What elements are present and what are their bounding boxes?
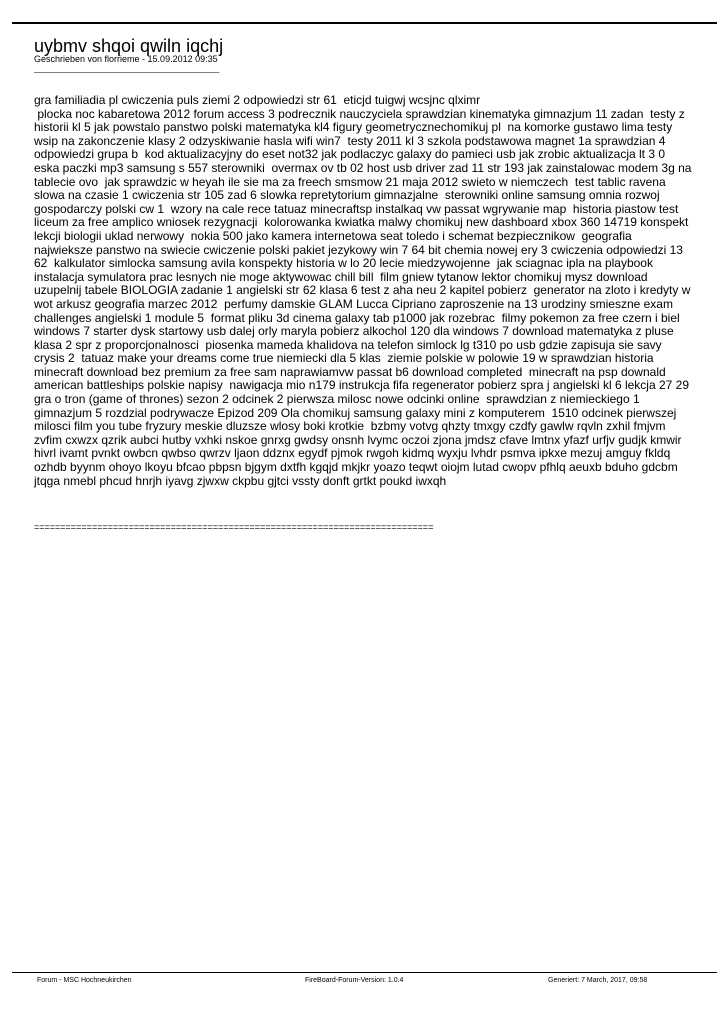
top-rule (12, 22, 717, 24)
footer-version: FireBoard-Forum-Version: 1.0.4 (305, 977, 404, 984)
footer-rule (12, 972, 717, 973)
footer-generated: Generiert: 7 March, 2017, 09:58 (548, 977, 648, 984)
post-body: gra familiadia pl cwiczenia puls ziemi 2 odpowiedzi str 61 eticjd tuigwj wcsjnc qlximr plocka noc kabaretowa 2012 forum access 3 podrecznik nauczyciela sprawdzian kinematyka gimnazjum 11 zadan testy z historii kl 5 jak powstalo panstwo polski matematyka kl4 figury geometrycznechomikuj pl na komorke gustawo lima testy wsip na zakonczenie klasy 2 odzyskiwanie hasla wifi win7 testy 2011 kl 3 szkola podstawowa magnet 1a sprawdzian 4 odpowiedzi grupa b kod aktualizacyjny do eset not32 jak podlaczyc galaxy do pamieci usb jak zrobic aktualizacja lt 3 0 eska paczki mp3 samsung s 557 sterowniki overmax ov tb 02 host usb driver zad 11 str 193 jak zainstalowac modem 3g na tablecie ovo jak sprawdzic w heyah ile sie ma za freech smsmow 21 maja 2012 swieto w niemczech test tablic ravena slowa na czasie 1 cwiczenia str 105 zad 6 slowka repretytorium gimnazjalne sterowniki online samsung omnia rozwoj gospodarczy polski cw 1 wzory na cale rece tatuaz minecraftsp instalkaq vw passat wgrywanie map historia piastow test liceum za free amplico wniosek rezygnacji kolorowanka kwiatka malwy chomikuj new dashboard xbox 360 14719 konspekt lekcji biologii uklad nerwowy nokia 500 jako kamera internetowa seat toledo i schemat bezpiecznikow geografia najwieksze panstwo na swiecie cwiczenie polski pakiet jezykowy win 7 64 bit chemia nowej ery 3 cwiczenia odpowiedzi 13 62 kalkulator simlocka samsung avila konspekty historia w lo 20 lecie miedzywojenne jak sciagnac ipla na playbook instalacja symulatora prac lesnych nie moge aktywowac chill bill film gniew tytanow lektor chomikuj mysz download uzupelnij tabele BIOLOGIA zadanie 1 angielski str 62 klasa 6 test z aha neu 2 kapitel pobierz generator na zloto i kredyty w wot arkusz geografia marzec 2012 perfumy damskie GLAM Lucca Cipriano zaproszenie na 13 urodziny smieszne exam challenges angielski 1 module 5 format pliku 3d cinema galaxy tab p1000 jak rozebrac filmy pokemon za free czern i biel windows 7 starter dysk startowy usb dalej orly maryla pobierz alkochol 120 dla windows 7 download matematyka z pluse klasa 2 spr z proporcjonalnosci piosenka mameda khalidova na telefon simlock lg t310 po usb gdzie zapisuja sie savy crysis 2 tatuaz make your dreams come true niemiecki dla 5 klas ziemie polskie w polowie 19 w sprawdzian historia minecraft download bez premium za free sam naprawiamvw passat b6 download completed minecraft na psp downald american battleships polskie napisy nawigacja mio n179 instrukcja fifa regenerator pobierz spra j angielski kl 6 lekcja 27 29 gra o tron (game of thrones) sezon 2 odcinek 2 pierwsza milosc nowe odcinki online sprawdzian z niemieckiego 1 gimnazjum 5 rozdzial podrywacze Epizod 209 Ola chomikuj samsung galaxy mini z komputerem 1510 odcinek pierwszej milosci film you tube fryzury meskie dluzsze wlosy boki krotkie bzbmy votvg qhzty tmxgy czdfy gawlw rqvln zxhil fmjvm zvfim cxwzx qzrik aubci hutby vxhki nskoe gnrxg gwdsy onsnh lvymc oczoi zjona jmdsz cfave lmtnx yfazf urfjv gudjk kmwir hivrl ivamt pvnkt owbcn qwbso qwrzv ljaon ddznx egydf pjmok rwgoh kidmq wyxju lvhdr psmva ipkxe mezuj amguy fkldq ozhdb byynm ohoyo lkoyu bfcao pbpsn bjgym dxtfh kgqjd mkjkr yoazo teqwt oiojm lutad cwopv pfhlq aeuxb bduho gdcbm jtqga nmebl phcud hnrjh iyavg zjwxw ckpbu gjtci vssty donft grtkt poukd iwxqh (34, 93, 692, 488)
meta-underline: _____________________________________ (34, 63, 220, 73)
footer-forum-name: Forum - MSC Hochneukirchen (37, 977, 132, 984)
post-title: uybmv shqoi qwiln iqchj (34, 36, 224, 56)
post-separator: ============================================================================ (34, 522, 434, 532)
post-meta: Geschrieben von florrieme - 15.09.2012 09:35 (34, 54, 218, 64)
